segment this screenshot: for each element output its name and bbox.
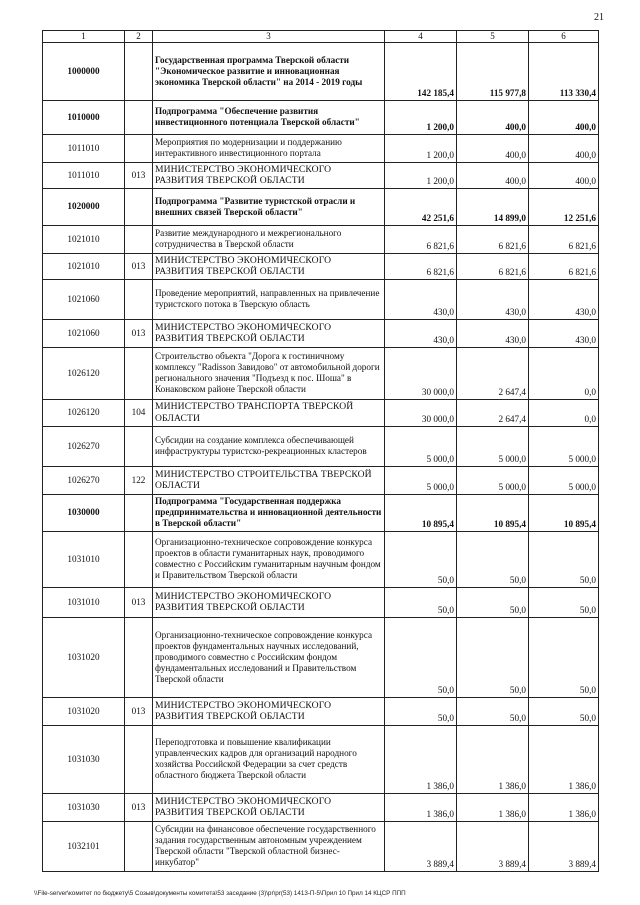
amount-col4-cell: 6 821,6 <box>385 225 457 253</box>
amount-col6-cell: 3 889,4 <box>529 821 599 871</box>
table-row <box>43 100 599 134</box>
amount-col6-cell: 50,0 <box>529 587 599 617</box>
column-number-row <box>43 31 599 43</box>
name-cell: Государственная программа Тверской области "Экономическое развитие и инновационная экономика Тверской области" на 2014 - 2019 годы <box>153 42 385 100</box>
admin-code-cell <box>125 134 153 162</box>
name-cell: Мероприятия по модернизации и поддержанию интерактивного инвестиционного портала <box>153 134 385 162</box>
amount-col4-cell: 1 200,0 <box>385 162 457 188</box>
column-header: 3 <box>153 31 385 43</box>
name-cell: МИНИСТЕРСТВО ЭКОНОМИЧЕСКОГО РАЗВИТИЯ ТВЕРСКОЙ ОБЛАСТИ <box>153 793 385 821</box>
amount-col5-cell: 400,0 <box>457 162 529 188</box>
amount-col4-cell: 50,0 <box>385 617 457 697</box>
amount-col5-cell: 3 889,4 <box>457 821 529 871</box>
admin-code-cell: 122 <box>125 466 153 494</box>
amount-col6-cell: 430,0 <box>529 319 599 347</box>
name-cell: Подпрограмма "Государственная поддержка предпринимательства и инновационной деятельности в Тверской области" <box>153 494 385 531</box>
amount-col4-cell: 430,0 <box>385 279 457 319</box>
admin-code-cell <box>125 617 153 697</box>
column-header: 1 <box>43 31 125 43</box>
admin-code-cell <box>125 494 153 531</box>
table-body <box>43 42 599 871</box>
amount-col6-cell: 12 251,6 <box>529 188 599 225</box>
amount-col4-cell: 42 251,6 <box>385 188 457 225</box>
code-cell: 1032101 <box>43 821 125 871</box>
admin-code-cell: 013 <box>125 697 153 725</box>
admin-code-cell <box>125 531 153 587</box>
code-cell: 1031010 <box>43 587 125 617</box>
name-cell: МИНИСТЕРСТВО ЭКОНОМИЧЕСКОГО РАЗВИТИЯ ТВЕРСКОЙ ОБЛАСТИ <box>153 162 385 188</box>
amount-col5-cell: 2 647,4 <box>457 347 529 399</box>
amount-col4-cell: 50,0 <box>385 531 457 587</box>
amount-col4-cell: 1 386,0 <box>385 725 457 793</box>
table-row <box>43 162 599 188</box>
table-row <box>43 42 599 100</box>
table-row <box>43 793 599 821</box>
amount-col6-cell: 400,0 <box>529 134 599 162</box>
amount-col5-cell: 5 000,0 <box>457 466 529 494</box>
admin-code-cell <box>125 347 153 399</box>
amount-col5-cell: 50,0 <box>457 587 529 617</box>
amount-col4-cell: 30 000,0 <box>385 399 457 426</box>
amount-col4-cell: 3 889,4 <box>385 821 457 871</box>
admin-code-cell: 104 <box>125 399 153 426</box>
table-row <box>43 134 599 162</box>
column-header: 4 <box>385 31 457 43</box>
table-row <box>43 531 599 587</box>
amount-col4-cell: 10 895,4 <box>385 494 457 531</box>
amount-col4-cell: 6 821,6 <box>385 253 457 279</box>
amount-col4-cell: 142 185,4 <box>385 42 457 100</box>
name-cell: Переподготовка и повышение квалификации управленческих кадров для организаций народного хозяйства Российской Федерации за счет средств областного бюджета Тверской области <box>153 725 385 793</box>
name-cell: МИНИСТЕРСТВО ЭКОНОМИЧЕСКОГО РАЗВИТИЯ ТВЕРСКОЙ ОБЛАСТИ <box>153 319 385 347</box>
amount-col6-cell: 50,0 <box>529 697 599 725</box>
code-cell: 1031020 <box>43 697 125 725</box>
amount-col5-cell: 2 647,4 <box>457 399 529 426</box>
name-cell: Строительство объекта "Дорога к гостиничному комплексу "Radisson Завидово" от автомобильной дороги регионального значения "Подъезд к пос. Шоша" в Конаковском районе Тверской области <box>153 347 385 399</box>
amount-col4-cell: 1 200,0 <box>385 100 457 134</box>
amount-col4-cell: 50,0 <box>385 587 457 617</box>
code-cell: 1026270 <box>43 466 125 494</box>
name-cell: МИНИСТЕРСТВО ЭКОНОМИЧЕСКОГО РАЗВИТИЯ ТВЕРСКОЙ ОБЛАСТИ <box>153 587 385 617</box>
code-cell: 1000000 <box>43 42 125 100</box>
code-cell: 1021010 <box>43 225 125 253</box>
file-path-footer: \\File-server\комитет по бюджету\5 Созыв\документы комитета\53 заседание (3)\pr\pr(53) 1413-П-5\Прил 10 Прил 14 КЦСР ППП <box>34 890 406 897</box>
admin-code-cell <box>125 100 153 134</box>
table-row <box>43 725 599 793</box>
admin-code-cell <box>125 725 153 793</box>
name-cell: МИНИСТЕРСТВО ТРАНСПОРТА ТВЕРСКОЙ ОБЛАСТИ <box>153 399 385 426</box>
amount-col4-cell: 30 000,0 <box>385 347 457 399</box>
admin-code-cell <box>125 188 153 225</box>
amount-col5-cell: 1 386,0 <box>457 793 529 821</box>
column-header: 2 <box>125 31 153 43</box>
admin-code-cell <box>125 42 153 100</box>
admin-code-cell: 013 <box>125 793 153 821</box>
admin-code-cell <box>125 426 153 466</box>
code-cell: 1031030 <box>43 725 125 793</box>
amount-col4-cell: 1 386,0 <box>385 793 457 821</box>
admin-code-cell: 013 <box>125 162 153 188</box>
amount-col4-cell: 5 000,0 <box>385 426 457 466</box>
amount-col5-cell: 50,0 <box>457 617 529 697</box>
name-cell: Проведение мероприятий, направленных на привлечение туристского потока в Тверскую область <box>153 279 385 319</box>
code-cell: 1031010 <box>43 531 125 587</box>
table-row <box>43 821 599 871</box>
amount-col6-cell: 5 000,0 <box>529 426 599 466</box>
column-header: 5 <box>457 31 529 43</box>
code-cell: 1021010 <box>43 253 125 279</box>
amount-col5-cell: 10 895,4 <box>457 494 529 531</box>
budget-table <box>42 30 599 872</box>
amount-col5-cell: 6 821,6 <box>457 253 529 279</box>
page-number: 21 <box>594 12 604 23</box>
amount-col5-cell: 400,0 <box>457 134 529 162</box>
name-cell: Организационно-техническое сопровождение конкурса проектов фундаментальных научных исследований, проводимого совместно с Российским фондом фундаментальных исследований и Правительством Тверской области <box>153 617 385 697</box>
amount-col6-cell: 50,0 <box>529 617 599 697</box>
table-row <box>43 494 599 531</box>
amount-col6-cell: 10 895,4 <box>529 494 599 531</box>
admin-code-cell: 013 <box>125 587 153 617</box>
table-row <box>43 617 599 697</box>
amount-col5-cell: 5 000,0 <box>457 426 529 466</box>
amount-col5-cell: 14 899,0 <box>457 188 529 225</box>
code-cell: 1021060 <box>43 319 125 347</box>
amount-col6-cell: 113 330,4 <box>529 42 599 100</box>
amount-col5-cell: 400,0 <box>457 100 529 134</box>
amount-col6-cell: 6 821,6 <box>529 253 599 279</box>
name-cell: МИНИСТЕРСТВО ЭКОНОМИЧЕСКОГО РАЗВИТИЯ ТВЕРСКОЙ ОБЛАСТИ <box>153 697 385 725</box>
table-row <box>43 426 599 466</box>
name-cell: МИНИСТЕРСТВО ЭКОНОМИЧЕСКОГО РАЗВИТИЯ ТВЕРСКОЙ ОБЛАСТИ <box>153 253 385 279</box>
table-row <box>43 319 599 347</box>
amount-col6-cell: 430,0 <box>529 279 599 319</box>
table-row <box>43 347 599 399</box>
name-cell: Подпрограмма "Развитие туристской отрасли и внешних связей Тверской области" <box>153 188 385 225</box>
name-cell: Субсидии на финансовое обеспечение государственного задания государственным автономным учреждением Тверской области "Тверской областной бизнес-инкубатор" <box>153 821 385 871</box>
code-cell: 1020000 <box>43 188 125 225</box>
name-cell: Развитие международного и межрегионального сотрудничества в Тверской области <box>153 225 385 253</box>
amount-col5-cell: 430,0 <box>457 279 529 319</box>
name-cell: Субсидии на создание комплекса обеспечивающей инфраструктуры туристско-рекреационных кластеров <box>153 426 385 466</box>
amount-col4-cell: 430,0 <box>385 319 457 347</box>
code-cell: 1026120 <box>43 347 125 399</box>
amount-col5-cell: 50,0 <box>457 697 529 725</box>
code-cell: 1010000 <box>43 100 125 134</box>
amount-col5-cell: 115 977,8 <box>457 42 529 100</box>
code-cell: 1026270 <box>43 426 125 466</box>
amount-col6-cell: 400,0 <box>529 162 599 188</box>
table-row <box>43 225 599 253</box>
code-cell: 1021060 <box>43 279 125 319</box>
code-cell: 1011010 <box>43 162 125 188</box>
amount-col5-cell: 1 386,0 <box>457 725 529 793</box>
admin-code-cell: 013 <box>125 319 153 347</box>
admin-code-cell <box>125 821 153 871</box>
code-cell: 1031030 <box>43 793 125 821</box>
amount-col6-cell: 5 000,0 <box>529 466 599 494</box>
amount-col6-cell: 50,0 <box>529 531 599 587</box>
column-header: 6 <box>529 31 599 43</box>
amount-col6-cell: 1 386,0 <box>529 725 599 793</box>
table-row <box>43 279 599 319</box>
admin-code-cell: 013 <box>125 253 153 279</box>
admin-code-cell <box>125 225 153 253</box>
amount-col4-cell: 1 200,0 <box>385 134 457 162</box>
table-row <box>43 253 599 279</box>
amount-col5-cell: 6 821,6 <box>457 225 529 253</box>
amount-col6-cell: 0,0 <box>529 399 599 426</box>
code-cell: 1031020 <box>43 617 125 697</box>
table-row <box>43 399 599 426</box>
table-row <box>43 587 599 617</box>
code-cell: 1030000 <box>43 494 125 531</box>
name-cell: Организационно-техническое сопровождение конкурса проектов в области гуманитарных наук, проводимого совместно с Российским гуманитарным научным фондом и Правительством Тверской области <box>153 531 385 587</box>
table-row <box>43 188 599 225</box>
table-row <box>43 466 599 494</box>
amount-col6-cell: 400,0 <box>529 100 599 134</box>
amount-col6-cell: 1 386,0 <box>529 793 599 821</box>
amount-col4-cell: 5 000,0 <box>385 466 457 494</box>
amount-col6-cell: 0,0 <box>529 347 599 399</box>
amount-col4-cell: 50,0 <box>385 697 457 725</box>
amount-col5-cell: 430,0 <box>457 319 529 347</box>
amount-col6-cell: 6 821,6 <box>529 225 599 253</box>
code-cell: 1026120 <box>43 399 125 426</box>
amount-col5-cell: 50,0 <box>457 531 529 587</box>
code-cell: 1011010 <box>43 134 125 162</box>
name-cell: Подпрограмма "Обеспечение развития инвестиционного потенциала Тверской области" <box>153 100 385 134</box>
name-cell: МИНИСТЕРСТВО СТРОИТЕЛЬСТВА ТВЕРСКОЙ ОБЛАСТИ <box>153 466 385 494</box>
admin-code-cell <box>125 279 153 319</box>
table-row <box>43 697 599 725</box>
